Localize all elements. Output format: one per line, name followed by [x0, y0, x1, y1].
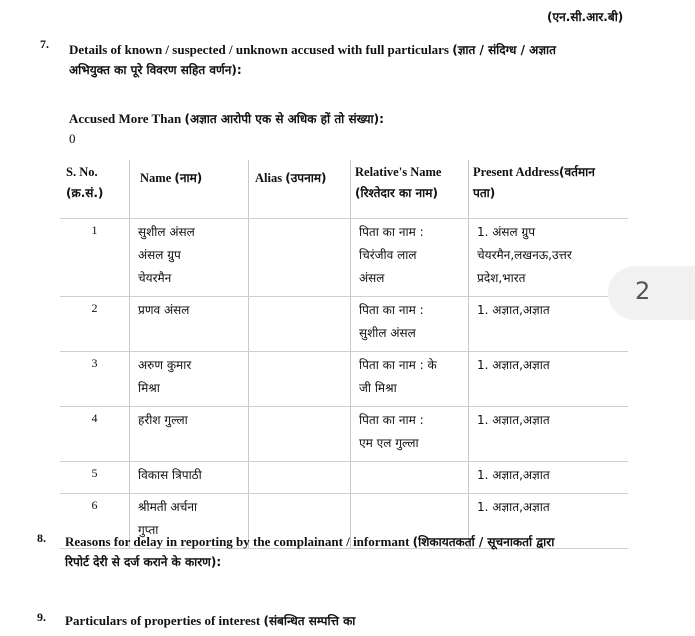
row-name-line: विकास त्रिपाठी: [138, 468, 202, 482]
row-relative: [351, 352, 469, 407]
row-sno: 1: [60, 219, 130, 297]
row-address-line: 1. अज्ञात,अज्ञात: [477, 303, 550, 317]
section-8-heading: [65, 532, 665, 572]
row-relative-line: अंसल: [359, 271, 385, 285]
row-sno: 5: [60, 462, 130, 494]
row-relative: [351, 219, 469, 297]
row-address: [469, 462, 629, 494]
row-address-line: चेयरमैन,लखनऊ,उत्तर: [477, 248, 572, 262]
row-relative-line: पिता का नाम : के: [359, 358, 437, 372]
table-row: [60, 297, 628, 352]
section-9-heading: [65, 611, 355, 631]
page-number-badge: [608, 266, 695, 320]
header-present-address: Present Address(वर्तमान पता): [469, 160, 629, 219]
header-alias: Alias (उपनाम): [249, 160, 351, 219]
row-alias: [249, 297, 351, 352]
row-relative-line: एम एल गुल्ला: [359, 436, 419, 450]
row-name-line: प्रणव अंसल: [138, 303, 190, 317]
row-relative-line: चिरंजीव लाल: [359, 248, 417, 262]
section-9-number: 9.: [37, 610, 46, 624]
row-relative-line: सुशील अंसल: [359, 326, 416, 340]
row-address: [469, 352, 629, 407]
header-relative-name: Relative's Name (रिश्तेदार का नाम): [351, 160, 469, 219]
row-name: [130, 352, 249, 407]
table-row: [60, 407, 628, 462]
section-8-heading-hi-1: (शिकायतकर्ता / सूचनाकर्ता द्वारा: [412, 535, 555, 549]
row-relative: [351, 462, 469, 494]
table-row: [60, 352, 628, 407]
row-sno: 6: [60, 494, 130, 549]
row-sno: 4: [60, 407, 130, 462]
row-name: [130, 462, 249, 494]
row-name-line: मिश्रा: [138, 381, 160, 395]
table-row: [60, 462, 628, 494]
row-address: [469, 297, 629, 352]
row-address-line: 1. अज्ञात,अज्ञात: [477, 358, 550, 372]
row-sno: 3: [60, 352, 130, 407]
section-9-heading-hi: (संबन्धित सम्पत्ति का: [263, 614, 356, 628]
row-alias: [249, 352, 351, 407]
section-7-heading-en: Details of known / suspected / unknown accused with full particulars: [69, 42, 449, 57]
accused-more-than-label: [69, 109, 384, 129]
row-relative-line: पिता का नाम :: [359, 303, 424, 317]
row-address-line: 1. अज्ञात,अज्ञात: [477, 413, 550, 427]
accused-count: 0: [69, 131, 76, 146]
row-name: [130, 297, 249, 352]
doc-code: (एन.सी.आर.बी): [547, 10, 624, 24]
section-7-heading: [69, 40, 669, 80]
row-alias: [249, 462, 351, 494]
row-name: [130, 407, 249, 462]
section-8-heading-hi-2: रिपोर्ट देरी से दर्ज कराने के कारण):: [65, 555, 222, 569]
row-alias: [249, 219, 351, 297]
row-relative: [351, 297, 469, 352]
row-address-line: 1. अज्ञात,अज्ञात: [477, 500, 550, 514]
row-relative-line: पिता का नाम :: [359, 413, 424, 427]
row-relative-line: पिता का नाम :: [359, 225, 424, 239]
accused-table: [60, 160, 628, 549]
row-name-line: हरीश गुल्ला: [138, 413, 188, 427]
row-address: [469, 219, 629, 297]
row-sno: 2: [60, 297, 130, 352]
row-address-line: प्रदेश,भारत: [477, 271, 526, 285]
row-address: [469, 407, 629, 462]
header-name: Name (नाम): [130, 160, 249, 219]
section-8-number: 8.: [37, 531, 46, 545]
accused-label-hi: (अज्ञात आरोपी एक से अधिक हों तो संख्या):: [184, 112, 384, 126]
row-name-line: श्रीमती अर्चना: [138, 500, 198, 514]
row-name: [130, 219, 249, 297]
row-name-line: गुप्ता: [138, 523, 159, 537]
row-name-line: चेयरमैन: [138, 271, 172, 285]
row-name-line: अरुण कुमार: [138, 358, 192, 372]
section-7-number: 7.: [40, 37, 49, 51]
section-8-heading-en: Reasons for delay in reporting by the complainant / informant: [65, 534, 410, 549]
row-address-line: 1. अंसल ग्रुप: [477, 225, 536, 239]
page-number: 2: [635, 277, 651, 305]
row-alias: [249, 407, 351, 462]
row-name-line: अंसल ग्रुप: [138, 248, 181, 262]
row-relative-line: जी मिश्रा: [359, 381, 397, 395]
accused-label-en: Accused More Than: [69, 111, 182, 126]
table-row: [60, 219, 628, 297]
section-7-heading-hi-2: अभियुक्त का पूरे विवरण सहित वर्णन):: [69, 63, 242, 77]
section-7-heading-hi-1: (ज्ञात / संदिग्ध / अज्ञात: [452, 43, 556, 57]
row-name-line: सुशील अंसल: [138, 225, 195, 239]
section-9-heading-en: Particulars of properties of interest: [65, 613, 261, 628]
header-sno: S. No. (क्र.सं.): [60, 160, 130, 219]
table-header-row: [60, 160, 628, 219]
row-address-line: 1. अज्ञात,अज्ञात: [477, 468, 550, 482]
row-relative: [351, 407, 469, 462]
